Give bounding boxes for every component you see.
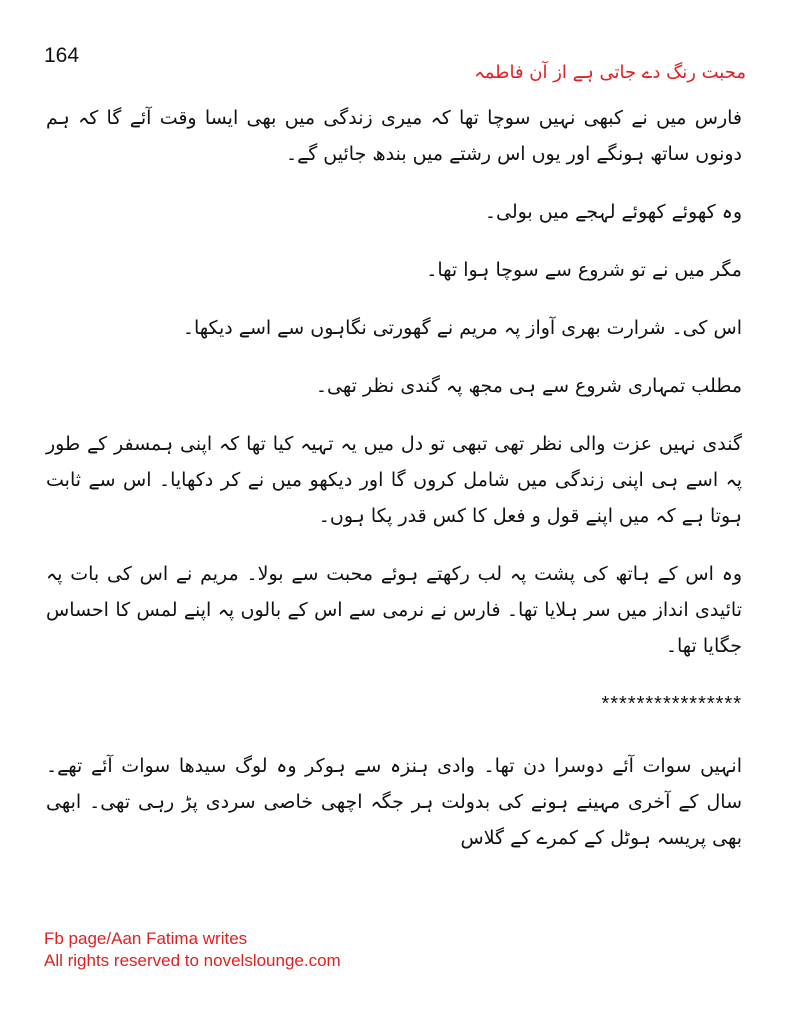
body-text (46, 100, 742, 878)
paragraph: اس کی۔ شرارت بھری آواز پہ مریم نے گھورتی نگاہوں سے اسے دیکھا۔ (182, 317, 742, 339)
paragraph: مطلب تمہاری شروع سے ہی مجھ پہ گندی نظر تھی۔ (315, 375, 742, 397)
footer-line-facebook: Fb page/Aan Fatima writes (44, 929, 248, 948)
paragraph: فارس میں نے کبھی نہیں سوچا تھا کہ میری زندگی میں بھی ایسا وقت آئے گا کہ ہم دونوں ساتھ ہونگے اور یوں اس رشتے میں بندھ جائیں گے۔ (46, 107, 742, 165)
paragraph: مگر میں نے تو شروع سے سوچا ہوا تھا۔ (426, 259, 742, 281)
footer-line-rights: All rights reserved to novelslounge.com (44, 951, 341, 970)
paragraph: وہ کھوئے کھوئے لہجے میں بولی۔ (484, 201, 742, 223)
header-title: محبت رنگ دے جاتی ہے از آن فاطمہ (474, 62, 746, 83)
paragraph: وہ اس کے ہاتھ کی پشت پہ لب رکھتے ہوئے محبت سے بولا۔ مریم نے اس کی بات پہ تائیدی انداز میں سر ہلایا تھا۔ فارس نے نرمی سے اس کے بالوں پہ اپنے لمس کا احساس جگایا تھا۔ (46, 563, 742, 657)
page-number: 164 (44, 44, 80, 67)
section-divider: **************** (601, 693, 742, 715)
paragraph: انہیں سوات آئے دوسرا دن تھا۔ وادی ہنزہ سے ہوکر وہ لوگ سیدھا سوات آئے تھے۔ سال کے آخری مہینے ہونے کی بدولت ہر جگہ اچھی خاصی سردی پڑ رہی تھی۔ ابھی بھی پریسہ ہوٹل کے کمرے کے گلاس (46, 755, 742, 849)
footer (44, 928, 341, 972)
paragraph: گندی نہیں عزت والی نظر تھی تبھی تو دل میں یہ تہیہ کیا تھا کہ اپنی ہمسفر کے طور پہ اسے ہی اپنی زندگی میں شامل کروں گا اور دیکھو میں نے کر دکھایا۔ اس سے ثابت ہوتا ہے کہ میں اپنے قول و فعل کا کس قدر پکا ہوں۔ (46, 433, 742, 527)
